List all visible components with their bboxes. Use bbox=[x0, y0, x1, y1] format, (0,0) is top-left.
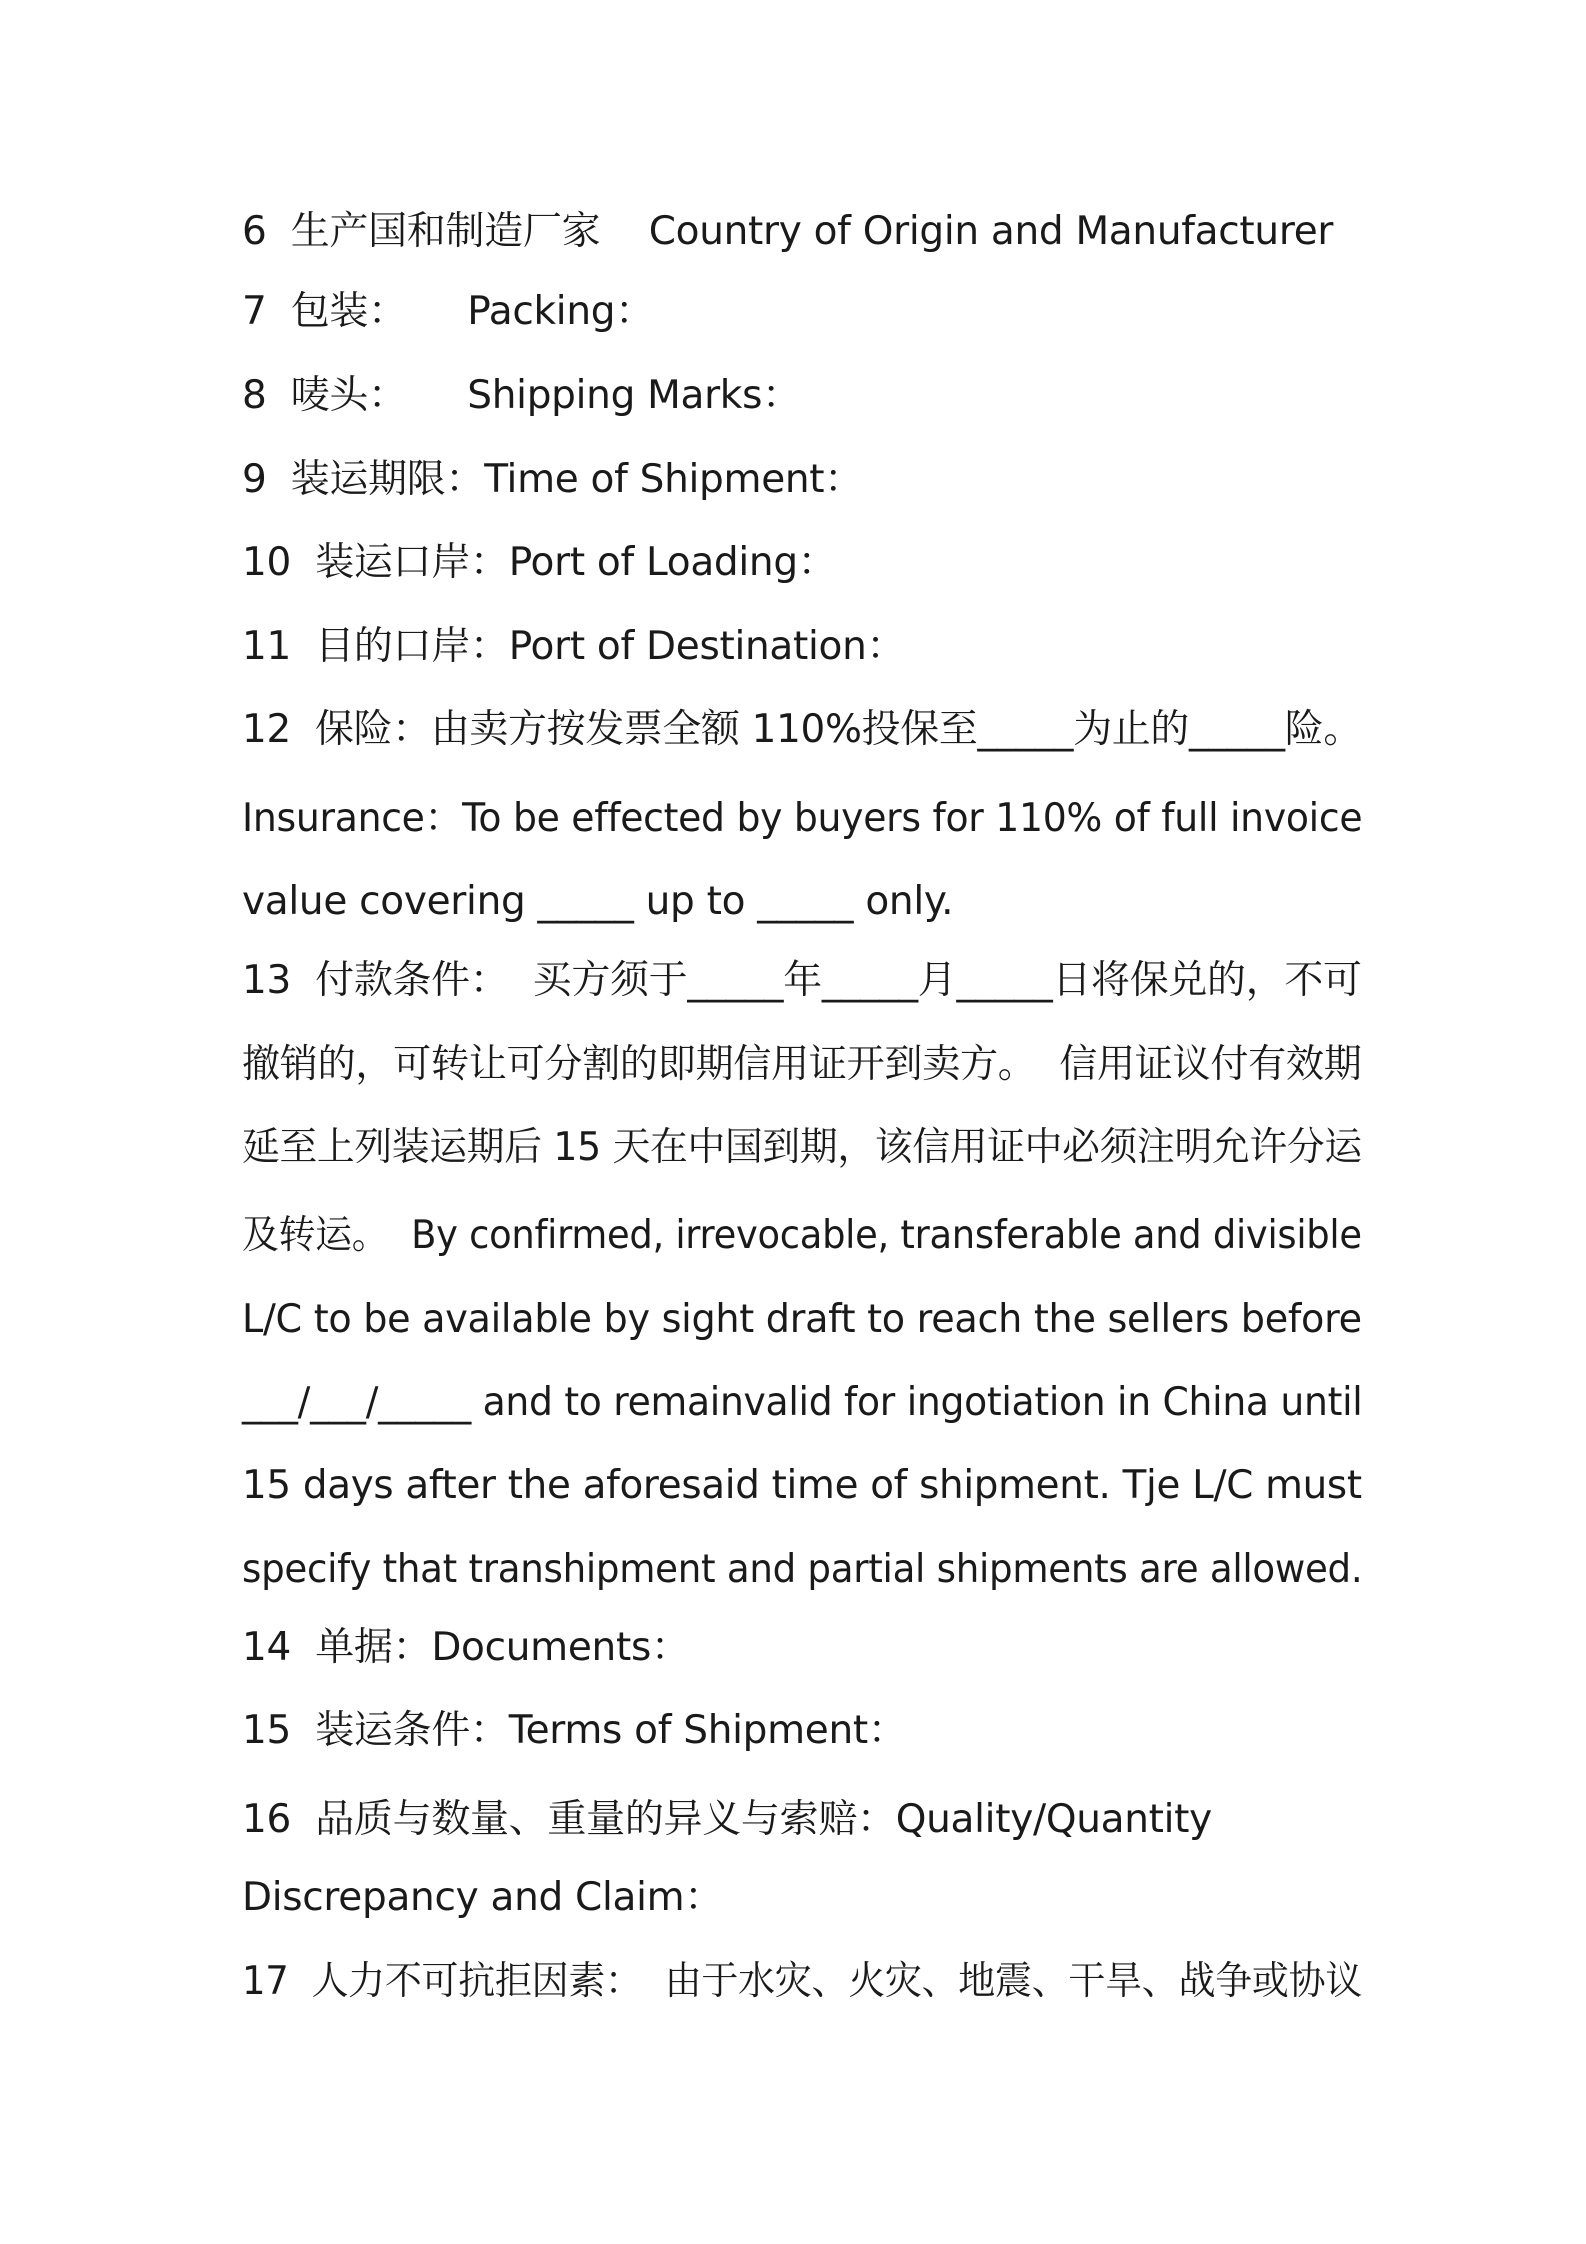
clause-14-line: 14 单据：Documents： bbox=[242, 1625, 690, 1670]
clause-12-english-line-1: Insurance：To be effected by buyers for 110% of full invoice bbox=[242, 796, 1363, 841]
clause-16-line-1: 16 品质与数量、重量的异义与索赔：Quality/Quantity bbox=[242, 1797, 1212, 1842]
clause-11-line: 11 目的口岸：Port of Destination： bbox=[242, 624, 906, 669]
clause-13-line-7: 15 days after the aforesaid time of shipment. Tje L/C must bbox=[242, 1463, 1362, 1508]
clause-7-line: 7 包装： Packing： bbox=[242, 289, 654, 334]
clause-13-line-6: ___/___/_____ and to remainvalid for ingotiation in China until bbox=[242, 1380, 1363, 1425]
clause-16-line-2: Discrepancy and Claim： bbox=[242, 1875, 724, 1920]
clause-13-line-1: 13 付款条件： 买方须于_____年_____月_____日将保兑的，不可 bbox=[242, 958, 1362, 1003]
clause-8-line: 8 唛头： Shipping Marks： bbox=[242, 373, 801, 418]
clause-9-line: 9 装运期限：Time of Shipment： bbox=[242, 457, 863, 502]
clause-13-line-8: specify that transhipment and partial shipments are allowed. bbox=[242, 1547, 1363, 1592]
clause-15-line: 15 装运条件：Terms of Shipment： bbox=[242, 1708, 907, 1753]
clause-13-line-4: 及转运。 By confirmed, irrevocable, transferable and divisible bbox=[242, 1213, 1362, 1258]
clause-12-english-line-2: value covering _____ up to _____ only. bbox=[242, 879, 954, 924]
clause-13-line-5: L/C to be available by sight draft to reach the sellers before bbox=[242, 1297, 1362, 1342]
clause-13-line-2: 撤销的，可转让可分割的即期信用证开到卖方。 信用证议付有效期 bbox=[242, 1042, 1362, 1087]
clause-13-line-3: 延至上列装运期后 15 天在中国到期，该信用证中必须注明允许分运 bbox=[242, 1125, 1362, 1170]
clause-10-line: 10 装运口岸：Port of Loading： bbox=[242, 540, 837, 585]
clause-12-line: 12 保险：由卖方按发票全额 110%投保至_____为止的_____险。 bbox=[242, 707, 1362, 752]
clause-17-line: 17 人力不可抗拒因素： 由于水灾、火灾、地震、干旱、战争或协议 bbox=[242, 1959, 1363, 2004]
clause-6-line: 6 生产国和制造厂家 Country of Origin and Manufacturer bbox=[242, 209, 1334, 254]
